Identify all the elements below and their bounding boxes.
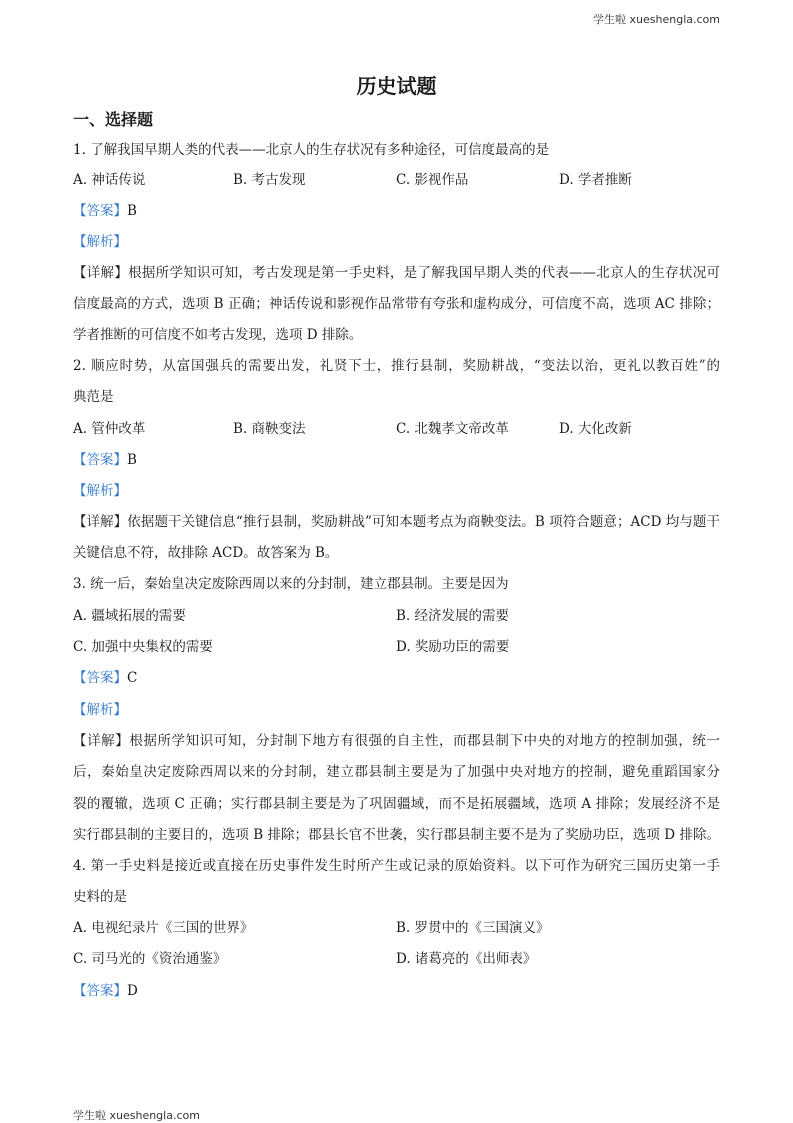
question-1-option-c: C. 影视作品 (396, 172, 469, 188)
question-4-option-b: B. 罗贯中的《三国演义》 (396, 920, 550, 936)
detail-label: 【详解】 (73, 265, 129, 281)
question-2-stem-line-2: 典范是 (73, 389, 114, 405)
page-title: 历史试题 (356, 74, 437, 98)
question-2-detail-line-2: 关键信息不符，故排除 ACD。故答案为 B。 (73, 545, 339, 561)
question-1-option-d: D. 学者推断 (559, 172, 632, 188)
question-2-option-d: D. 大化改新 (559, 421, 632, 437)
detail-label: 【详解】 (73, 514, 128, 530)
question-3-option-a: A. 疆域拓展的需要 (73, 608, 186, 624)
question-4-option-c: C. 司马光的《资治通鉴》 (73, 951, 227, 967)
question-3-analysis-label: 【解析】 (73, 702, 127, 718)
question-1-detail-line-3: 学者推断的可信度不如考古发现，选项 D 排除。 (73, 327, 363, 343)
question-4-option-d: D. 诸葛亮的《出师表》 (396, 951, 537, 967)
question-1-stem: 1. 了解我国早期人类的代表——北京人的生存状况有多种途径，可信度最高的是 (73, 142, 550, 158)
question-1-detail-line-1: 【详解】根据所学知识可知，考古发现是第一手史料，是了解我国早期人类的代表——北京人的生存状况可 (73, 265, 721, 281)
question-3-detail-line-1: 【详解】根据所学知识可知，分封制下地方有很强的自主性，而郡县制下中央的对地方的控制加强，统一 (73, 733, 721, 749)
answer-value: B (127, 203, 137, 219)
question-1-answer (73, 202, 137, 220)
answer-value: D (127, 983, 138, 999)
question-1-detail-line-2: 信度最高的方式，选项 B 正确；神话传说和影视作品常带有夸张和虚构成分，可信度不高，选项 AC 排除； (73, 296, 720, 312)
answer-label: 【答案】 (73, 452, 127, 468)
answer-label: 【答案】 (73, 670, 127, 686)
question-2-option-b: B. 商鞅变法 (233, 421, 306, 437)
question-2-stem-line-1: 2. 顺应时势，从富国强兵的需要出发，礼贤下士，推行县制，奖励耕战，“变法以治，更礼以教百姓”的 (73, 358, 720, 374)
page-footer: 学生啦 xueshengla.com (73, 1109, 200, 1122)
question-3-detail-line-4: 实行郡县制的主要目的，选项 B 排除；郡县长官不世袭，实行郡县制主要不是为了奖励功臣，选项 D 排除。 (73, 827, 720, 843)
question-3-stem: 3. 统一后，秦始皇决定废除西周以来的分封制，建立郡县制。主要是因为 (73, 576, 509, 592)
answer-value: C (127, 670, 138, 686)
question-1-option-b: B. 考古发现 (233, 172, 306, 188)
question-4-stem-line-1: 4. 第一手史料是接近或直接在历史事件发生时所产生或记录的原始资料。以下可作为研究三国历史第一手 (73, 858, 720, 874)
question-4-stem-line-2: 史料的是 (73, 889, 127, 905)
page-header: 学生啦 xueshengla.com (593, 13, 720, 26)
question-3-detail-line-2: 后，秦始皇决定废除西周以来的分封制，建立郡县制主要是为了加强中央对地方的控制，避免重蹈国家分 (73, 764, 720, 780)
detail-label: 【详解】 (73, 733, 130, 749)
question-2-option-a: A. 管仲改革 (73, 421, 146, 437)
question-3-detail-line-3: 裂的覆辙，选项 C 正确；实行郡县制主要是为了巩固疆域，而不是拓展疆域，选项 A 排除；发展经济不是 (73, 796, 720, 812)
question-2-answer (73, 451, 137, 469)
question-3-answer (73, 669, 137, 687)
answer-label: 【答案】 (73, 203, 127, 219)
question-4-option-a: A. 电视纪录片《三国的世界》 (73, 920, 254, 936)
question-3-option-c: C. 加强中央集权的需要 (73, 639, 213, 655)
question-3-option-d: D. 奖励功臣的需要 (396, 639, 510, 655)
section-heading: 一、选择题 (73, 110, 154, 129)
question-2-option-c: C. 北魏孝文帝改革 (396, 421, 509, 437)
answer-value: B (127, 452, 137, 468)
question-3-option-b: B. 经济发展的需要 (396, 608, 510, 624)
answer-label: 【答案】 (73, 983, 127, 999)
question-4-answer (73, 982, 138, 1000)
question-1-analysis-label: 【解析】 (73, 234, 127, 250)
question-1-option-a: A. 神话传说 (73, 172, 146, 188)
question-2-detail-line-1: 【详解】依据题干关键信息“推行县制，奖励耕战”可知本题考点为商鞅变法。B 项符合题意；ACD 均与题干 (73, 514, 720, 530)
question-2-analysis-label: 【解析】 (73, 483, 127, 499)
